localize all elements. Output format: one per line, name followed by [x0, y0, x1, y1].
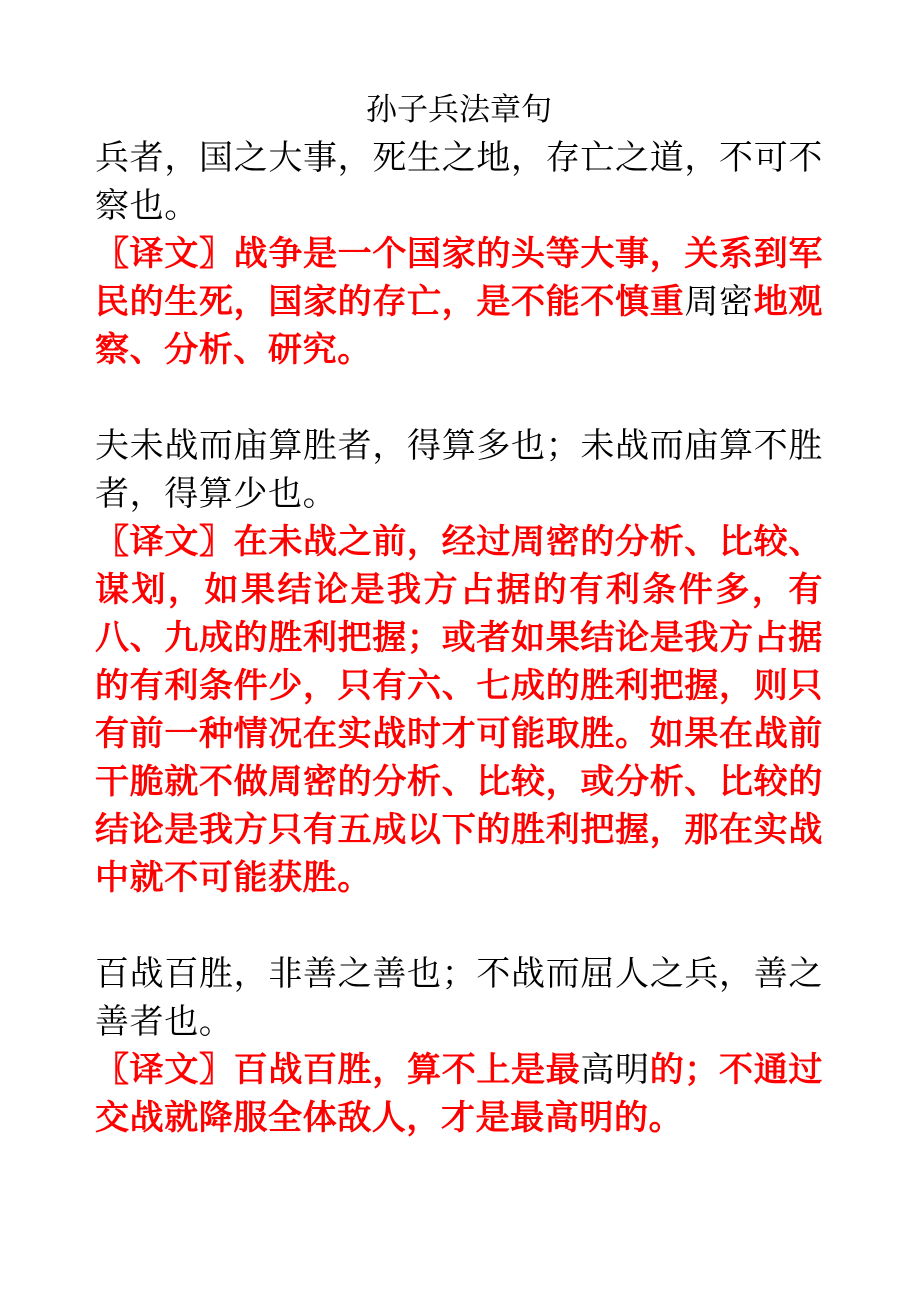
section-1-translation-part-3: 地观察、分析、研究。: [95, 282, 824, 370]
section-spacer: [95, 374, 823, 422]
section-3-translation-part-1: 〖译文〗百战百胜，算不上是最: [95, 1050, 581, 1090]
section-3-translation-part-3: 的；不通过交战就降服全体敌人，才是最高明的。: [95, 1050, 823, 1138]
section-1-translation-part-2: 周密: [684, 282, 754, 322]
section-2-original: 夫未战而庙算胜者，得算多也；未战而庙算不胜者，得算少也。: [95, 426, 823, 514]
section-2-translation: [95, 518, 823, 902]
document-title: 孙子兵法章句: [366, 92, 552, 128]
section-1-original: 兵者，国之大事，死生之地，存亡之道，不可不察也。: [95, 138, 823, 226]
section-3-translation-part-2: 高明: [580, 1050, 650, 1090]
section-3-translation: [95, 1046, 823, 1142]
document-page: [95, 86, 823, 1142]
section-3-original: 百战百胜，非善之善也；不战而屈人之兵，善之善者也。: [95, 954, 823, 1042]
section-1-translation-part-1: 〖译文〗战争是一个国家的头等大事，关系到军民的生死，国家的存亡，是不能不慎重: [95, 234, 823, 322]
section-1-translation: [95, 230, 823, 374]
section-spacer: [95, 902, 823, 950]
section-2-translation-part-1: 〖译文〗在未战之前，经过周密的分析、比较、谋划，如果结论是我方占据的有利条件多，有八、九成的胜利把握；或者如果结论是我方占据的有利条件少，只有六、七成的胜利把握，则只有前一种情况在实战时才可能取胜。如果在战前干脆就不做周密的分析、比较，或分析、比较的结论是我方只有五成以下的胜利把握，那在实战中就不可能获胜。: [95, 522, 823, 898]
